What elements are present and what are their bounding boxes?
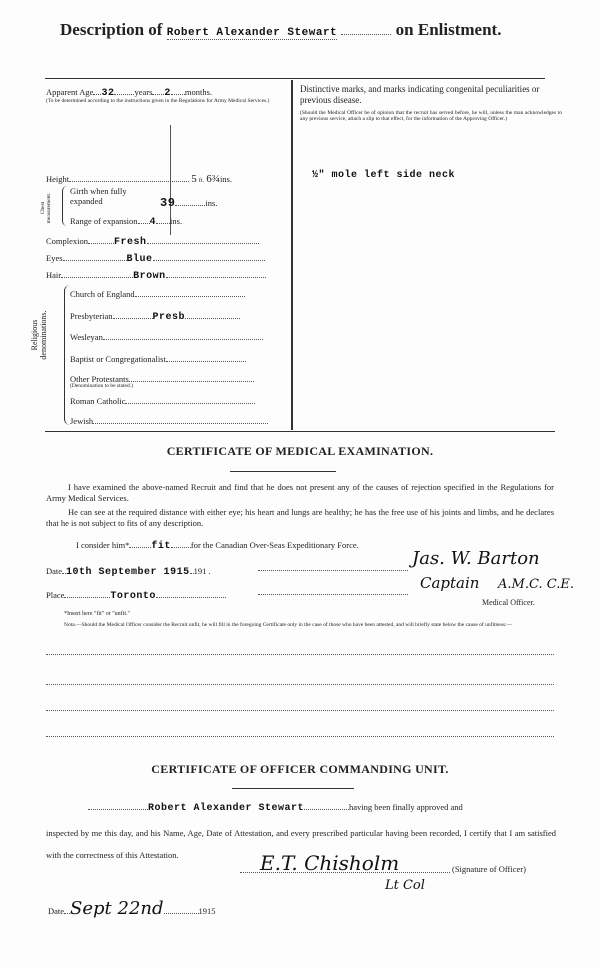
- eyes-value: Blue: [126, 254, 153, 265]
- dotted-line: [185, 309, 240, 319]
- eyes-label: Eyes: [46, 253, 63, 263]
- dotted-line: [69, 172, 189, 182]
- religion-note: (Denomination to be stated.): [70, 383, 133, 389]
- medical-paragraph-1: I have examined the above-named Recruit and find that he does not present any of the causes of rejection specified in the Regulations for Army Medical Services.: [46, 482, 554, 503]
- place-row: [46, 588, 226, 602]
- commanding-date-row: [48, 898, 216, 919]
- age-note: (To be determined according to the instructions given in the Regulations for Army Medical Services.): [46, 98, 270, 104]
- religion-label: Church of England: [70, 289, 135, 299]
- commanding-paragraph: inspected by me this day, and his Name, Age, Date of Attestation, and every prescribed particular having been recorded, I certify that I am satisfied with the correctness of this Attestation.: [46, 828, 556, 860]
- unfitness-line-3[interactable]: [46, 710, 554, 711]
- dotted-line: [153, 251, 265, 261]
- ins-label: ins.: [205, 198, 218, 208]
- dotted-line: [156, 588, 226, 598]
- ins-label: ins.: [219, 174, 232, 184]
- dotted-line: [125, 394, 255, 404]
- presbyterian-value: Presb: [152, 312, 186, 323]
- force-label: for the Canadian Over-Seas Expeditionary Force.: [190, 540, 359, 550]
- approved-text: having been finally approved and: [349, 802, 463, 812]
- distinctive-marks-note: (Should the Medical Officer be of opinion that the recruit has served before, he will, unless the man acknowledges to any previous service, attach a slip to that effect, for the information of the Approving Officer.): [300, 110, 562, 122]
- age-row: [46, 85, 212, 99]
- medical-officer-label: Medical Officer.: [482, 598, 535, 607]
- religion-label: Jewish: [70, 416, 94, 426]
- fitness-value: fit: [151, 541, 171, 552]
- signature-line: [258, 594, 408, 595]
- religion-church-of-england: [70, 287, 245, 299]
- commanding-recruit-name: Robert Alexander Stewart: [148, 803, 305, 814]
- religion-label: Religious denominations.: [30, 310, 48, 360]
- religion-roman-catholic: [70, 394, 255, 406]
- dotted-line: [129, 538, 151, 548]
- medical-date-row: [46, 564, 211, 578]
- religion-jewish: [70, 414, 268, 426]
- dotted-line: [114, 85, 134, 95]
- unfitness-line-4[interactable]: [46, 736, 554, 737]
- complexion-row: [46, 234, 259, 248]
- signature-of-officer-label: (Signature of Officer): [452, 864, 526, 874]
- age-years: 32: [101, 88, 115, 99]
- insert-note: *Insert here "fit" or "unfit.": [64, 611, 130, 617]
- age-label: Apparent Age: [46, 87, 94, 97]
- heading-divider: [230, 471, 336, 472]
- distinctive-marks-heading: Distinctive marks, and marks indicating congenital peculiarities or previous disease.: [300, 84, 540, 105]
- height-label: Height: [46, 174, 70, 184]
- dotted-line: [135, 287, 245, 297]
- age-months: 2: [164, 88, 171, 99]
- dotted-line: [88, 234, 114, 244]
- column-divider: [291, 80, 293, 430]
- religion-label: Presbyterian: [70, 311, 113, 321]
- heading-divider: [232, 788, 354, 789]
- place-value: Toronto: [110, 591, 156, 602]
- distinctive-marks-value: ½" mole left side neck: [312, 170, 456, 181]
- medical-paragraph-2: He can see at the required distance with either eye; his heart and lungs are healthy; he has the free use of his joints and limbs, and he declares that he is not subject to fits of any description.: [46, 507, 554, 528]
- dotted-line: [113, 309, 153, 319]
- hair-row: [46, 268, 266, 282]
- hair-label: Hair: [46, 270, 62, 280]
- religion-baptist: [70, 352, 246, 364]
- girth-value: 39: [160, 196, 176, 210]
- section-rule: [45, 431, 555, 432]
- girth-row: [70, 186, 140, 206]
- months-label: months.: [184, 87, 213, 97]
- commanding-officer-signature: E.T. Chisholm: [260, 851, 400, 875]
- fitness-row: [76, 538, 359, 552]
- dotted-line: [129, 372, 254, 382]
- girth-value-row: [160, 196, 217, 210]
- religion-label: Wesleyan: [70, 332, 103, 342]
- religion-label: Baptist or Congregationalist: [70, 354, 166, 364]
- date-suffix: 191 .: [193, 566, 211, 576]
- height-ft: 5: [191, 173, 197, 185]
- brace: [62, 186, 69, 226]
- dotted-line: [93, 414, 268, 424]
- date-label: Date: [46, 566, 63, 576]
- document-title: [60, 20, 501, 40]
- title-prefix: Description of: [60, 20, 163, 39]
- range-row: [70, 214, 182, 228]
- dotted-line: [341, 25, 391, 35]
- dotted-line: [166, 352, 246, 362]
- dotted-line: [61, 268, 133, 278]
- unfitness-note: Nota.—Should the Medical Officer consider the Recruit unfit, he will fill in the foregoing Certificate only in the case of those who have been attested, and will briefly state below the cause of unfitness:—: [64, 622, 513, 628]
- unfitness-line-2[interactable]: [46, 684, 554, 685]
- medical-date-value: 10th September 1915: [66, 567, 190, 578]
- religion-presbyterian: [70, 309, 240, 323]
- religion-label: Other Protestants: [70, 374, 129, 384]
- dotted-line: [152, 85, 164, 95]
- recruit-name: Robert Alexander Stewart: [166, 27, 338, 39]
- height-in: 6¾: [206, 173, 220, 185]
- height-row: [46, 172, 232, 185]
- place-label: Place: [46, 590, 65, 600]
- dotted-line: [175, 196, 205, 206]
- religion-label: Roman Catholic: [70, 396, 126, 406]
- commanding-heading: CERTIFICATE OF OFFICER COMMANDING UNIT.: [151, 762, 449, 776]
- commanding-date-value: Sept 22nd: [70, 898, 164, 919]
- dotted-line: [147, 234, 259, 244]
- signature-line: [258, 570, 408, 571]
- date-label: Date: [48, 906, 65, 916]
- dotted-line: [171, 538, 191, 548]
- dotted-line: [171, 85, 185, 95]
- unfitness-line-1[interactable]: [46, 654, 554, 655]
- dotted-line: [164, 904, 199, 914]
- dotted-line: [156, 214, 170, 224]
- medical-officer-signature: Jas. W. Barton: [412, 548, 540, 569]
- girth-label: Girth when fully expanded: [70, 186, 127, 206]
- ft-label: ft.: [198, 178, 205, 184]
- dotted-line: [103, 330, 263, 340]
- chest-label: Chest measurement.: [40, 192, 52, 224]
- commanding-name-row: [88, 800, 463, 814]
- medical-heading: CERTIFICATE OF MEDICAL EXAMINATION.: [166, 444, 434, 458]
- title-suffix: on Enlistment.: [395, 20, 502, 39]
- medical-officer-rank: Captain: [420, 574, 480, 592]
- religion-wesleyan: [70, 330, 263, 342]
- eyes-row: [46, 251, 265, 265]
- complexion-value: Fresh: [114, 237, 147, 248]
- dotted-line: [166, 268, 266, 278]
- commanding-officer-rank: Lt Col: [385, 878, 425, 893]
- hair-value: Brown: [133, 271, 166, 282]
- commanding-date-year: 1915: [198, 906, 216, 916]
- complexion-label: Complexion: [46, 236, 89, 246]
- dotted-line: [64, 588, 110, 598]
- consider-label: I consider him*: [76, 540, 130, 550]
- years-label: years: [134, 87, 153, 97]
- dotted-line: [63, 251, 127, 261]
- range-label: Range of expansion: [70, 216, 138, 226]
- dotted-line: [88, 800, 148, 810]
- top-rule: [45, 78, 545, 79]
- medical-officer-unit: A.M.C. C.E.: [498, 577, 574, 592]
- ins-label: ins.: [170, 216, 183, 226]
- dotted-line: [304, 800, 349, 810]
- range-value: 4: [149, 217, 157, 228]
- dotted-line: [138, 214, 150, 224]
